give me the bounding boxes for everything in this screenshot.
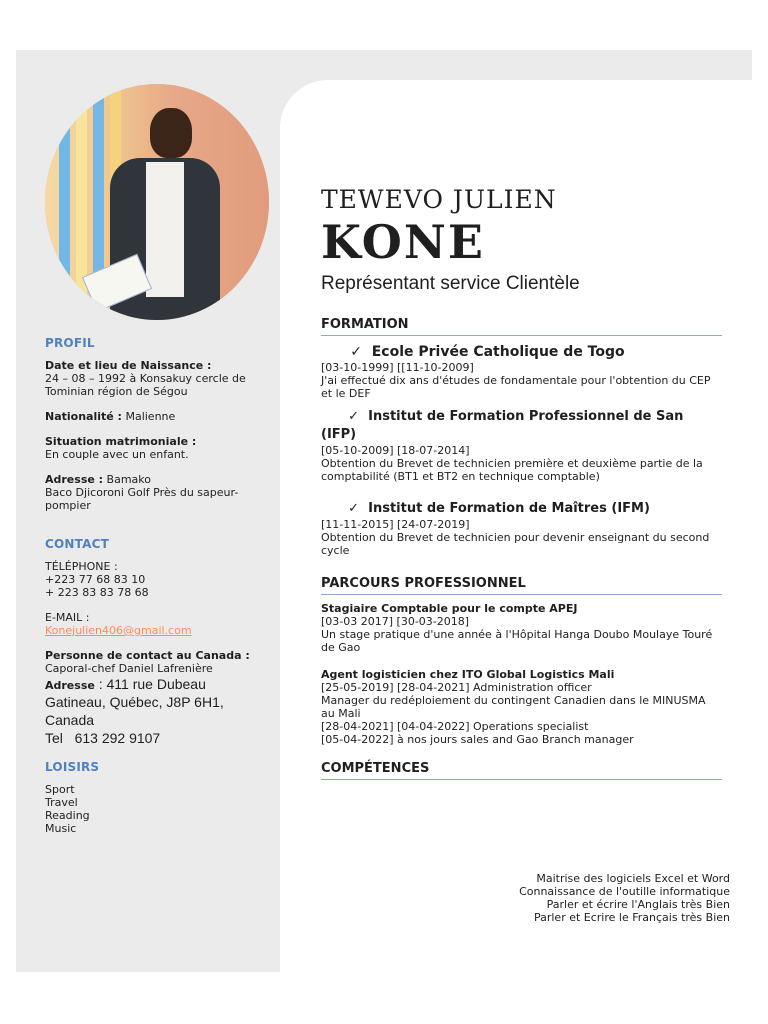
address-value: Bamako (103, 473, 152, 486)
first-name: TEWEVO JULIEN (321, 185, 557, 214)
phone-label: TÉLÉPHONE : (45, 560, 118, 573)
formation-dates: [03-10-1999] [[11-10-2009] (321, 361, 474, 374)
career-dates: [28-04-2021] [04-04-2022] Operations specialist (321, 720, 589, 733)
career-item (321, 602, 722, 654)
address-label: Adresse : (45, 473, 104, 486)
window-blind-1 (59, 84, 70, 320)
last-name: KONE (321, 215, 485, 269)
skill-item: Parler et écrire l'Anglais très Bien (546, 898, 730, 911)
skills-heading: COMPÉTENCES (321, 760, 722, 780)
person-head (150, 108, 192, 158)
hobby-item: Music (45, 822, 77, 835)
formation-item (321, 408, 722, 483)
marital-label: Situation matrimoniale : (45, 435, 197, 448)
job-title: Représentant service Clientèle (321, 273, 580, 294)
birth-info (45, 359, 270, 398)
career-dates: [05-04-2022] à nos jours sales and Gao Branch manager (321, 733, 634, 746)
hobbies-list (45, 783, 270, 835)
birth-value: 24 – 08 – 1992 à Konsakuy cercle de Tominian région de Ségou (45, 372, 246, 398)
canada-contact (45, 649, 270, 747)
skills-list (430, 872, 730, 924)
nationality-value: Malienne (121, 410, 176, 423)
career-description: Manager du redéploiement du contingent Canadien dans le MINUSMA au Mali (321, 694, 706, 720)
hobby-item: Sport (45, 783, 75, 796)
phone-number-1: +223 77 68 83 10 (45, 573, 146, 586)
skill-item: Connaissance de l'outille informatique (519, 885, 730, 898)
skill-item: Parler et Ecrire le Français très Bien (533, 911, 730, 924)
career-dates: [25-05-2019] [28-04-2021] Administration officer (321, 681, 592, 694)
canada-address-line-3: Canada (45, 712, 95, 728)
canada-tel-value: 613 292 9107 (74, 730, 161, 746)
canada-address-line-1: : 411 rue Dubeau (94, 676, 206, 692)
formation-description: Obtention du Brevet de technicien première et deuxième partie de la comptabilité (BT1 et BT2 en technique comptable) (321, 457, 703, 483)
canada-address-line-2: Gatineau, Québec, J8P 6H1, (45, 694, 224, 710)
birth-label: Date et lieu de Naissance : (45, 359, 212, 372)
formation-heading: FORMATION (321, 316, 722, 336)
career-heading: PARCOURS PROFESSIONNEL (321, 575, 722, 595)
hobby-item: Reading (45, 809, 90, 822)
nationality-info (45, 410, 270, 423)
canada-contact-name: Caporal-chef Daniel Lafrenière (45, 662, 213, 675)
school-name: ✓ Ecole Privée Catholique de Togo (321, 344, 625, 360)
career-item (321, 668, 722, 746)
marital-info (45, 435, 270, 461)
skill-item: Maitrise des logiciels Excel et Word (536, 872, 730, 885)
canada-contact-label: Personne de contact au Canada : (45, 649, 250, 662)
email-label: E-MAIL : (45, 611, 90, 624)
contact-heading: CONTACT (45, 537, 109, 551)
hobby-item: Travel (45, 796, 78, 809)
career-description: Un stage pratique d'une année à l'Hôpital Hanga Doubo Moulaye Touré de Gao (321, 628, 713, 654)
career-title: Agent logisticien chez ITO Global Logistics Mali (321, 668, 615, 681)
email-link[interactable]: Konejulien406@gmail.com (45, 624, 192, 637)
formation-description: J'ai effectué dix ans d'études de fondamentale pour l'obtention du CEP et le DEF (321, 374, 711, 400)
career-dates: [03-03 2017] [30-03-2018] (321, 615, 470, 628)
profile-photo (45, 84, 269, 320)
email-info (45, 611, 270, 637)
profile-heading: PROFIL (45, 336, 95, 350)
career-title: Stagiaire Comptable pour le compte APEJ (321, 602, 578, 615)
address-info (45, 473, 270, 512)
hobbies-heading: LOISIRS (45, 760, 100, 774)
school-name: ✓ Institut de Formation Professionnel de San (IFP) (321, 409, 684, 442)
formation-dates: [05-10-2009] [18-07-2014] (321, 444, 470, 457)
formation-item (321, 500, 722, 557)
canada-tel-label: Tel (45, 730, 63, 746)
address-detail: Baco Djicoroni Golf Près du sapeur-pompier (45, 486, 239, 512)
left-sidebar (45, 337, 270, 835)
check-icon: ✓ (321, 501, 369, 516)
nationality-label: Nationalité : (45, 410, 122, 423)
resume-main-content (321, 185, 722, 787)
formation-item (321, 343, 722, 400)
school-name: ✓ Institut de Formation de Maîtres (IFM) (321, 501, 650, 516)
marital-value: En couple avec un enfant. (45, 448, 189, 461)
canada-address-label: Adresse (45, 679, 95, 692)
phone-number-2: + 223 83 83 78 68 (45, 586, 149, 599)
check-icon: ✓ (321, 409, 369, 424)
phone-info (45, 560, 270, 599)
formation-dates: [11-11-2015] [24-07-2019] (321, 518, 470, 531)
canada-tel (45, 729, 270, 747)
person-shirt (146, 162, 184, 297)
formation-description: Obtention du Brevet de technicien pour devenir enseignant du second cycle (321, 531, 710, 557)
check-icon: ✓ (321, 344, 372, 360)
